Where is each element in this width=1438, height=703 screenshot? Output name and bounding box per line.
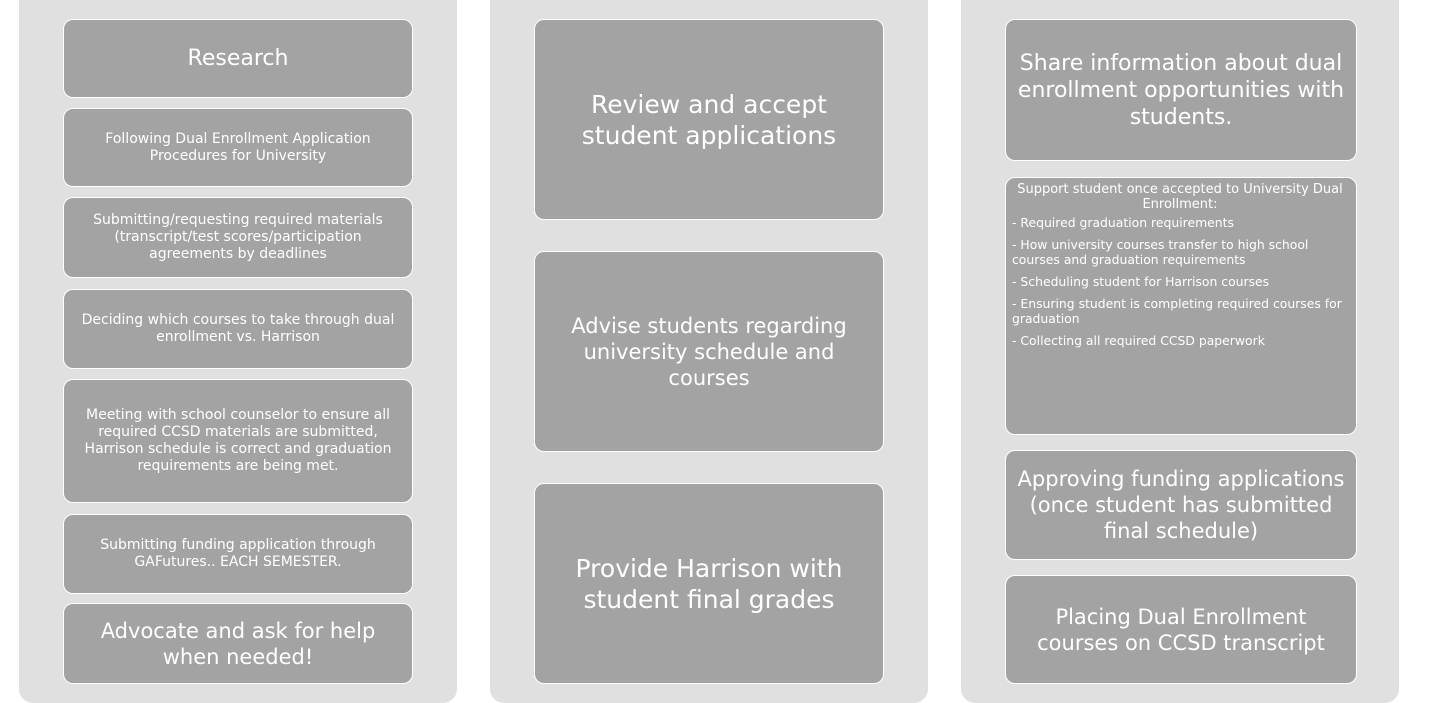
application-procedures-box [63,108,413,187]
student-column [19,0,457,703]
advise-students-box [534,251,884,452]
placing-courses-box [1005,575,1357,684]
share-information-label: Share information about dual enrollment opportunities with students. [1017,50,1345,130]
approving-funding-box [1005,450,1357,560]
research-label: Research [187,46,289,71]
support-student-title: Support student once accepted to University Dual Enrollment: [1017,182,1343,212]
support-list-item: - How university courses transfer to high school courses and graduation requirements [1012,237,1309,267]
funding-application-label: Submitting funding application through GAFutures.. EACH SEMESTER. [100,537,376,570]
provide-grades-label: Provide Harrison with student final grades [575,553,843,614]
support-list [1012,215,1348,355]
research-box [63,19,413,98]
school-column [961,0,1399,703]
support-list-item: - Ensuring student is completing required courses for graduation [1012,296,1342,326]
deciding-courses-box [63,289,413,369]
share-information-box [1005,19,1357,161]
support-list-item: - Required graduation requirements [1012,215,1234,230]
deciding-courses-label: Deciding which courses to take through dual enrollment vs. Harrison [81,312,395,345]
provide-grades-box [534,483,884,684]
meeting-counselor-label: Meeting with school counselor to ensure all required CCSD materials are submitted, Harrison schedule is correct and graduation requirements are being met. [84,407,392,474]
university-column [490,0,928,703]
application-procedures-label: Following Dual Enrollment Application Procedures for University [105,130,371,164]
support-list-item: - Scheduling student for Harrison courses [1012,274,1270,289]
approving-funding-label: Approving funding applications (once student has submitted final schedule) [1017,467,1345,543]
support-list-item: - Collecting all required CCSD paperwork [1012,333,1265,348]
advocate-label: Advocate and ask for help when needed! [100,618,376,669]
submitting-materials-label: Submitting/requesting required materials (transcript/test scores/participation agreements by deadlines [93,212,383,262]
submitting-materials-box [63,197,413,278]
meeting-counselor-box [63,379,413,503]
advocate-box [63,603,413,684]
advise-students-label: Advise students regarding university schedule and courses [571,313,847,390]
funding-application-box [63,514,413,594]
support-student-box [1005,177,1357,435]
review-applications-label: Review and accept student applications [581,89,837,150]
review-applications-box [534,19,884,220]
placing-courses-label: Placing Dual Enrollment courses on CCSD transcript [1037,604,1325,655]
